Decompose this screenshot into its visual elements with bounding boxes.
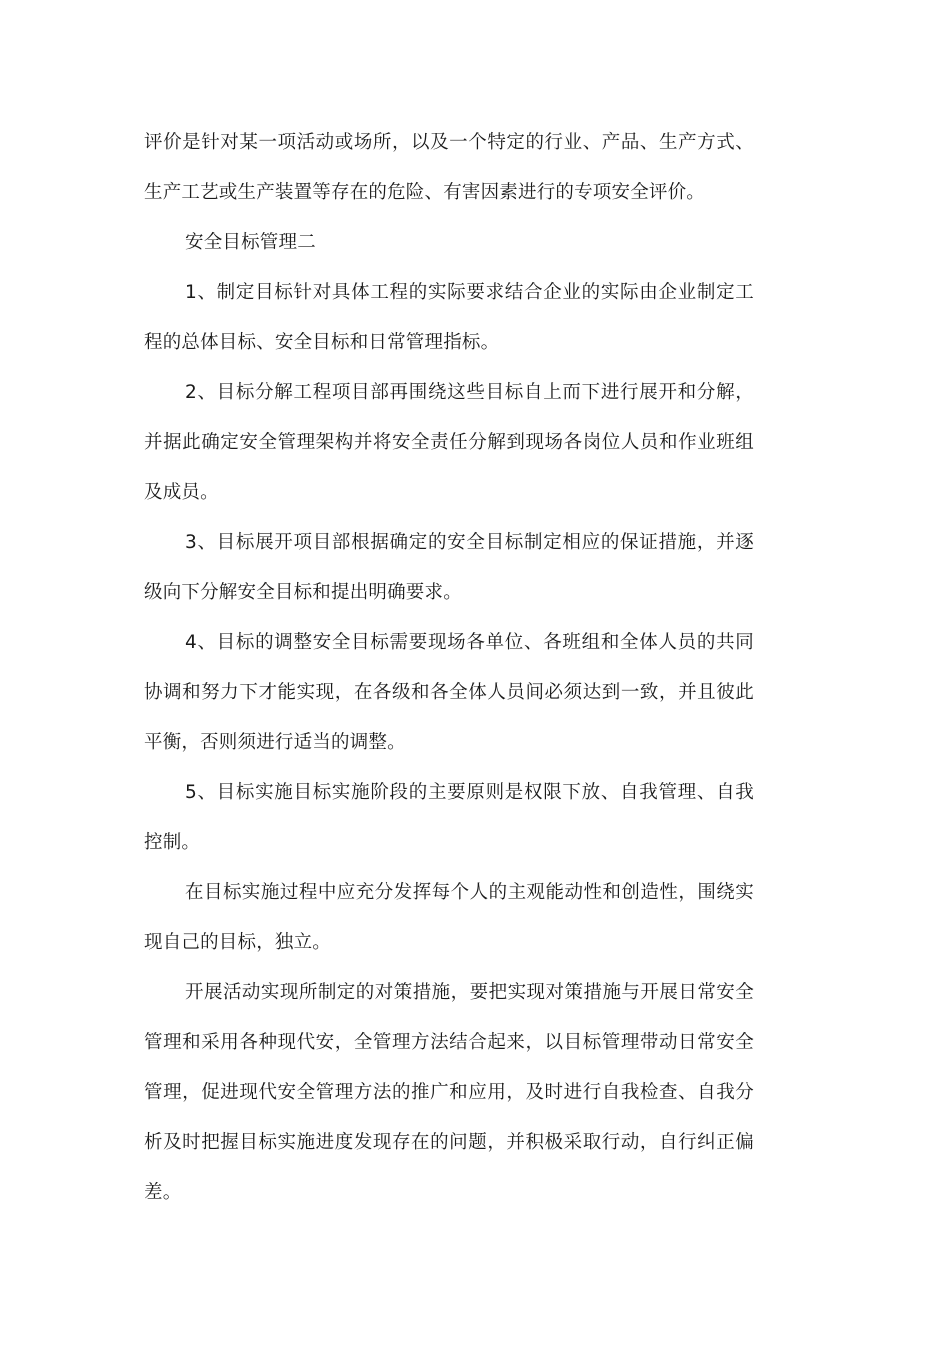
paragraph-item-5: 5、目标实施目标实施阶段的主要原则是权限下放、自我管理、自我控制。 <box>144 782 754 853</box>
paragraph-continuation: 评价是针对某一项活动或场所，以及一个特定的行业、产品、生产方式、生产工艺或生产装置等存在的危险、有害因素进行的专项安全评价。 <box>144 132 754 203</box>
paragraph-implementation: 在目标实施过程中应充分发挥每个人的主观能动性和创造性，围绕实现自己的目标，独立。 <box>144 882 754 953</box>
paragraph-item-3: 3、目标展开项目部根据确定的安全目标制定相应的保证措施，并逐级向下分解安全目标和提出明确要求。 <box>144 532 754 603</box>
paragraph-activities: 开展活动实现所制定的对策措施，要把实现对策措施与开展日常安全管理和采用各种现代安，全管理方法结合起来，以目标管理带动日常安全管理，促进现代安全管理方法的推广和应用，及时进行自我检查、自我分析及时把握目标实施进度发现存在的问题，并积极采取行动，自行纠正偏差。 <box>144 982 754 1203</box>
paragraph-item-2: 2、目标分解工程项目部再围绕这些目标自上而下进行展开和分解，并据此确定安全管理架构并将安全责任分解到现场各岗位人员和作业班组及成员。 <box>144 382 754 503</box>
paragraph-item-4: 4、目标的调整安全目标需要现场各单位、各班组和全体人员的共同协调和努力下才能实现，在各级和各全体人员间必须达到一致，并且彼此平衡，否则须进行适当的调整。 <box>144 632 754 753</box>
paragraph-item-1: 1、制定目标针对具体工程的实际要求结合企业的实际由企业制定工程的总体目标、安全目标和日常管理指标。 <box>144 282 754 353</box>
section-heading: 安全目标管理二 <box>185 232 316 253</box>
document-body <box>144 118 754 1218</box>
